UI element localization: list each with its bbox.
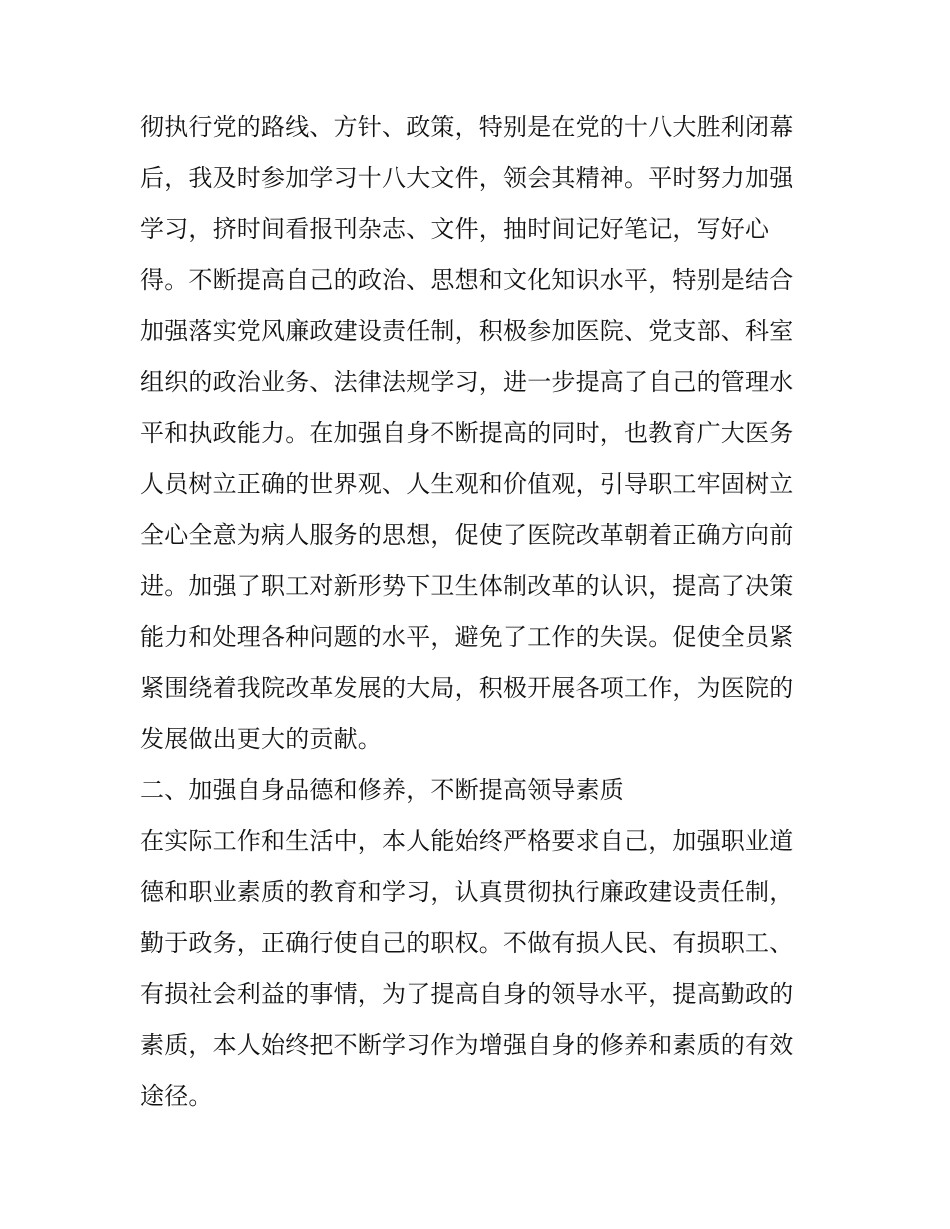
text-line: 能力和处理各种问题的水平，避免了工作的失误。促使全员紧 [140, 623, 794, 651]
text-line: 得。不断提高自己的政治、思想和文化知识水平，特别是结合 [140, 266, 794, 294]
text-line: 进。加强了职工对新形势下卫生体制改革的认识，提高了决策 [140, 572, 794, 600]
text-line: 勤于政务，正确行使自己的职权。不做有损人民、有损职工、 [140, 929, 794, 957]
text-line: 后，我及时参加学习十八大文件，领会其精神。平时努力加强 [140, 164, 794, 192]
text-line: 在实际工作和生活中，本人能始终严格要求自己，加强职业道 [140, 827, 794, 855]
text-line: 德和职业素质的教育和学习，认真贯彻执行廉政建设责任制， [140, 878, 794, 906]
text-line: 人员树立正确的世界观、人生观和价值观，引导职工牢固树立 [140, 470, 794, 498]
text-line: 平和执政能力。在加强自身不断提高的同时，也教育广大医务 [140, 419, 794, 447]
text-line: 有损社会利益的事情，为了提高自身的领导水平，提高勤政的 [140, 980, 794, 1008]
section-heading: 二、加强自身品德和修养，不断提高领导素质 [140, 776, 624, 804]
text-line: 加强落实党风廉政建设责任制，积极参加医院、党支部、科室 [140, 317, 794, 345]
text-line: 紧围绕着我院改革发展的大局，积极开展各项工作，为医院的 [140, 674, 794, 702]
text-line: 学习，挤时间看报刊杂志、文件，抽时间记好笔记，写好心 [140, 215, 770, 243]
text-line: 途径。 [140, 1082, 213, 1110]
text-line: 发展做出更大的贡献。 [140, 725, 382, 753]
text-line: 全心全意为病人服务的思想，促使了医院改革朝着正确方向前 [140, 521, 794, 549]
text-line: 素质，本人始终把不断学习作为增强自身的修养和素质的有效 [140, 1031, 794, 1059]
text-line: 彻执行党的路线、方针、政策，特别是在党的十八大胜利闭幕 [140, 113, 794, 141]
document-body [140, 102, 830, 1122]
text-line: 组织的政治业务、法律法规学习，进一步提高了自己的管理水 [140, 368, 794, 396]
